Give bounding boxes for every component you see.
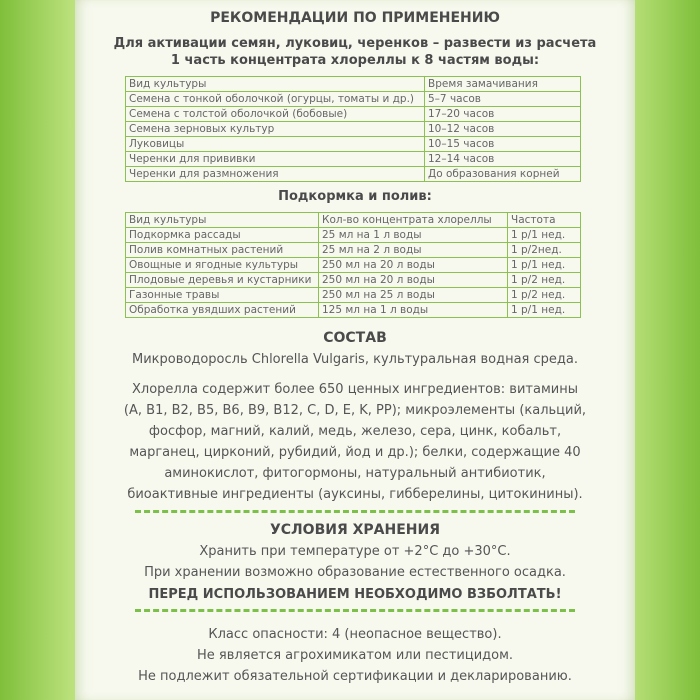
usage-heading: РЕКОМЕНДАЦИИ ПО ПРИМЕНЕНИЮ — [210, 10, 500, 26]
intro-line-2: 1 часть концентрата хлореллы к 8 частям воды: — [170, 53, 540, 68]
table-row — [126, 107, 581, 122]
hazard-line-2: Не является агрохимикатом или пестицидом. — [196, 648, 514, 663]
product-label — [75, 0, 635, 700]
storage-line-1: Хранить при температуре от +2°С до +30°С. — [199, 544, 511, 559]
table-cell: Овощные и ягодные культуры — [126, 258, 319, 273]
storage-line-2: При хранении возможно образование естественного осадка. — [144, 565, 566, 580]
table-cell: Кол-во концентрата хлореллы — [319, 213, 508, 228]
composition-title: СОСТАВ — [323, 330, 387, 346]
table-cell: 10–12 часов — [425, 122, 581, 137]
dashed-divider — [135, 609, 575, 612]
shake-notice: ПЕРЕД ИСПОЛЬЗОВАНИЕМ НЕОБХОДИМО ВЗБОЛТАТЬ! — [148, 587, 562, 602]
table-cell: 25 мл на 1 л воды — [319, 228, 508, 243]
table-cell: Газонные травы — [126, 288, 319, 303]
table-cell: 17–20 часов — [425, 107, 581, 122]
table-cell: 1 р/1 нед. — [508, 228, 581, 243]
table-cell: Черенки для прививки — [126, 152, 425, 167]
dashed-divider — [135, 510, 575, 513]
table-row — [126, 243, 581, 258]
ingredients-line: (A, B1, B2, B5, B6, B9, B12, C, D, E, K, PP); микроэлементы (кальций, — [123, 403, 587, 418]
table-cell: Луковицы — [126, 137, 425, 152]
table-row — [126, 77, 581, 92]
table-cell: Полив комнатных растений — [126, 243, 319, 258]
table-cell: 250 мл на 20 л воды — [319, 273, 508, 288]
table-cell: Семена зерновых культур — [126, 122, 425, 137]
table-cell: Подкормка рассады — [126, 228, 319, 243]
table-cell: 12–14 часов — [425, 152, 581, 167]
soak-table — [125, 76, 581, 182]
ingredients-line: фосфор, магний, калий, медь, железо, сера, цинк, кобальт, — [148, 424, 562, 439]
table-row — [126, 122, 581, 137]
table-row — [126, 167, 581, 182]
table-cell: Обработка увядших растений — [126, 303, 319, 318]
table-cell: Семена с толстой оболочкой (бобовые) — [126, 107, 425, 122]
table-cell: 125 мл на 1 л воды — [319, 303, 508, 318]
table-cell: 1 р/1 нед. — [508, 258, 581, 273]
ingredients-line: биоактивные ингредиенты (ауксины, гибберелины, цитокинины). — [127, 487, 583, 502]
table-row — [126, 303, 581, 318]
table-row — [126, 258, 581, 273]
feeding-title: Подкормка и полив: — [278, 189, 432, 204]
table-cell: 1 р/1 нед. — [508, 303, 581, 318]
table-row — [126, 288, 581, 303]
table-cell: 1 р/2 нед. — [508, 273, 581, 288]
table-row — [126, 213, 581, 228]
hazard-line-1: Класс опасности: 4 (неопасное вещество). — [208, 627, 502, 642]
hazard-line-3: Не подлежит обязательной сертификации и декларированию. — [138, 669, 572, 684]
table-row — [126, 228, 581, 243]
table-row — [126, 152, 581, 167]
storage-title: УСЛОВИЯ ХРАНЕНИЯ — [269, 522, 441, 538]
table-cell: 1 р/2нед. — [508, 243, 581, 258]
table-cell: 1 р/2 нед. — [508, 288, 581, 303]
ingredients-line: марганец, цирконий, рубидий, йод и др.); белки, содержащие 40 — [129, 445, 581, 460]
table-row — [126, 137, 581, 152]
table-row — [126, 273, 581, 288]
ingredients-line: аминокислот, фитогормоны, натуральный антибиотик, — [164, 466, 546, 481]
table-cell: 250 мл на 20 л воды — [319, 258, 508, 273]
table-cell: Время замачивания — [425, 77, 581, 92]
table-cell: 250 мл на 25 л воды — [319, 288, 508, 303]
ingredients-line: Хлорелла содержит более 650 ценных ингредиентов: витамины — [132, 382, 578, 397]
table-cell: Частота — [508, 213, 581, 228]
table-cell: Вид культуры — [126, 213, 319, 228]
table-cell: Семена с тонкой оболочкой (огурцы, томаты и др.) — [126, 92, 425, 107]
table-cell: До образования корней — [425, 167, 581, 182]
table-cell: 25 мл на 2 л воды — [319, 243, 508, 258]
intro-line-1: Для активации семян, луковиц, черенков – развести из расчета — [113, 36, 597, 51]
table-cell: Плодовые деревья и кустарники — [126, 273, 319, 288]
table-cell: 10–15 часов — [425, 137, 581, 152]
feeding-table — [125, 212, 581, 318]
table-row — [126, 92, 581, 107]
table-cell: Черенки для размножения — [126, 167, 425, 182]
table-cell: 5–7 часов — [425, 92, 581, 107]
composition-line: Микроводоросль Chlorella Vulgaris, культуральная водная среда. — [132, 352, 578, 367]
table-cell: Вид культуры — [126, 77, 425, 92]
